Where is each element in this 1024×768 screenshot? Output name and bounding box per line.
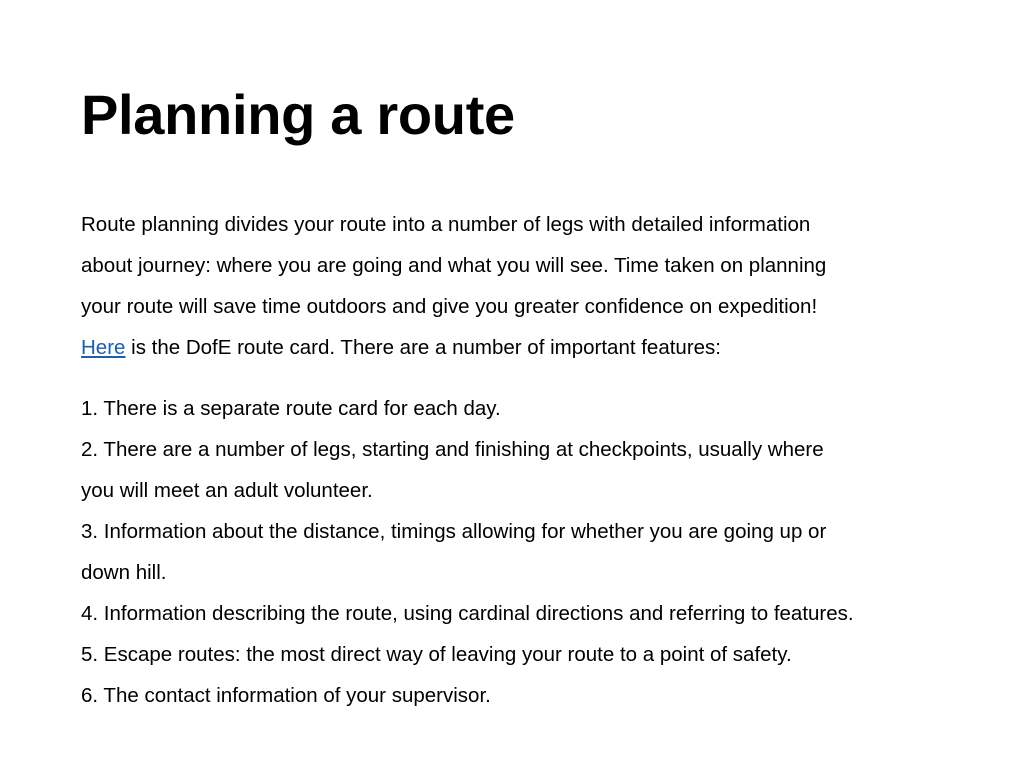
intro-paragraph bbox=[81, 204, 961, 368]
list-item-line: you will meet an adult volunteer. bbox=[81, 479, 373, 502]
intro-line: your route will save time outdoors and give you greater confidence on expedition! bbox=[81, 295, 818, 318]
list-item bbox=[81, 675, 961, 716]
list-item-line: 2. There are a number of legs, starting and finishing at checkpoints, usually where bbox=[81, 438, 824, 461]
intro-line-with-link bbox=[81, 327, 961, 368]
list-item-line: 3. Information about the distance, timings allowing for whether you are going up or bbox=[81, 520, 827, 543]
list-item bbox=[81, 593, 961, 634]
list-item-line: 4. Information describing the route, using cardinal directions and referring to features. bbox=[81, 602, 854, 625]
list-item bbox=[81, 511, 961, 593]
list-item bbox=[81, 388, 961, 429]
page-title: Planning a route bbox=[81, 83, 515, 146]
route-card-link[interactable]: Here bbox=[81, 336, 126, 359]
list-item bbox=[81, 429, 961, 511]
list-item-line: 6. The contact information of your supervisor. bbox=[81, 684, 491, 707]
intro-line: about journey: where you are going and what you will see. Time taken on planning bbox=[81, 254, 827, 277]
list-item-line: 1. There is a separate route card for each day. bbox=[81, 397, 501, 420]
slide-body bbox=[81, 204, 961, 716]
list-item-line: down hill. bbox=[81, 561, 167, 584]
intro-after-link-text: is the DofE route card. There are a number of important features: bbox=[125, 336, 721, 359]
list-item-line: 5. Escape routes: the most direct way of leaving your route to a point of safety. bbox=[81, 643, 792, 666]
intro-line: Route planning divides your route into a number of legs with detailed information bbox=[81, 213, 811, 236]
features-list bbox=[81, 388, 961, 716]
list-item bbox=[81, 634, 961, 675]
